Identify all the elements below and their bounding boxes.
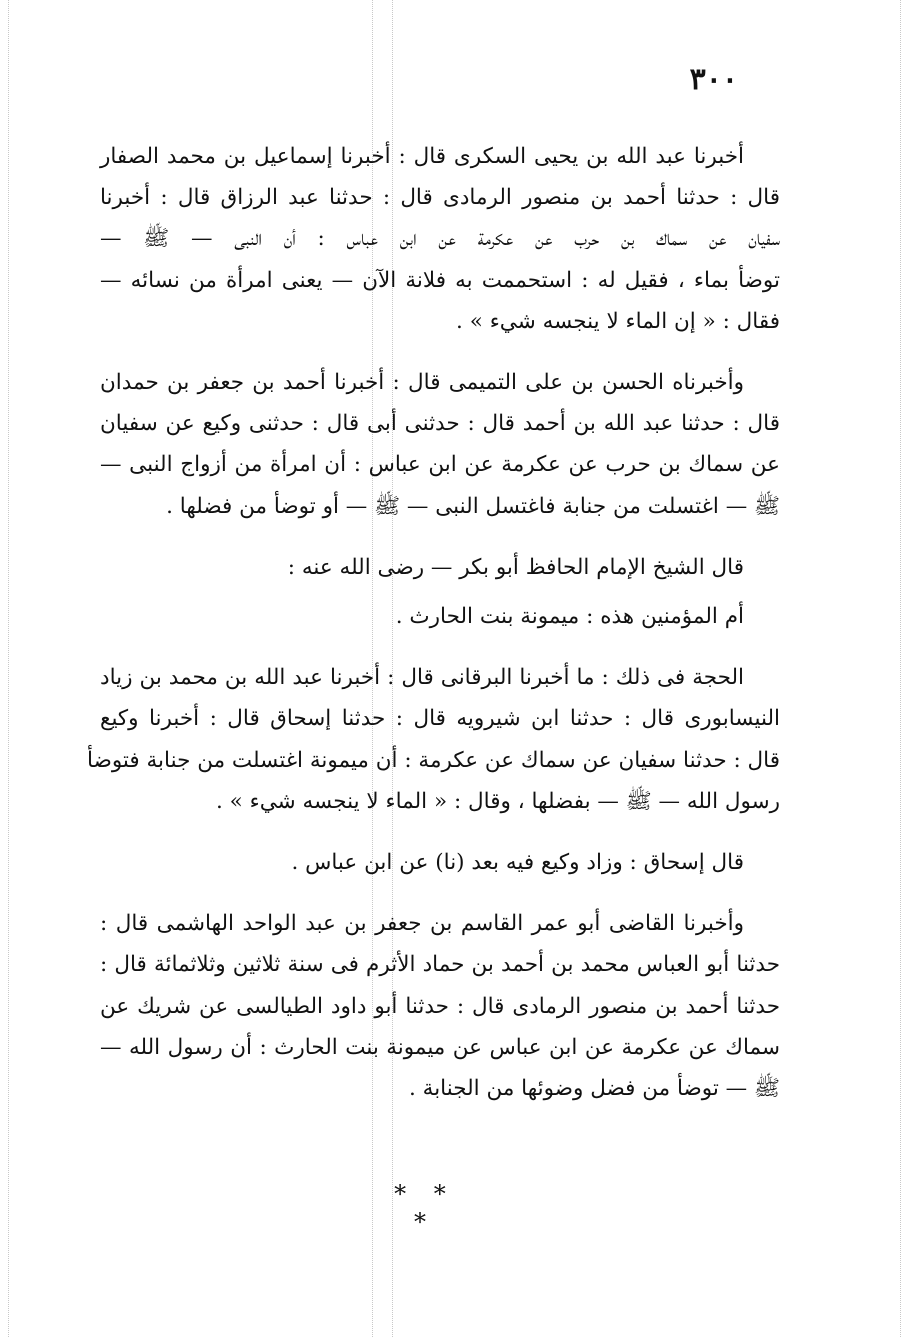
text-line: سماك عن عكرمة عن ابن عباس عن ميمونة بنت الحارث : أن رسول الله — xyxy=(100,1034,780,1060)
text-line: أم المؤمنين هذه : ميمونة بنت الحارث . xyxy=(395,604,744,630)
text-line: قال : حدثنا عبد الله بن أحمد قال : حدثنى أبى قال : حدثنى وكيع عن سفيان xyxy=(100,411,780,437)
section-separator: * * * xyxy=(394,1180,456,1236)
text-line: قال : حدثنا أحمد بن منصور الرمادى قال : حدثنا عبد الرزاق قال : أخبرنا xyxy=(100,185,780,211)
paragraph-3 xyxy=(100,547,780,588)
text-line: ﷺ — توضأ من فضل وضوئها من الجنابة . xyxy=(409,1076,780,1102)
text-line: عن سماك بن حرب عن عكرمة عن ابن عباس : أن امرأة من أزواج النبى — xyxy=(100,452,780,478)
paragraph-7 xyxy=(100,903,780,1109)
text-line: سفيان عن سماك بن حرب عن عكرمة عن ابن عباس : أن النبى — ﷺ — xyxy=(100,226,780,252)
text-line: النيسابورى قال : حدثنا ابن شيرويه قال : حدثنا إسحاق قال : أخبرنا وكيع xyxy=(100,706,780,732)
scan-guide-line xyxy=(8,0,9,1337)
paragraph-5 xyxy=(87,657,780,822)
scan-guide-line xyxy=(900,0,901,1337)
paragraph-2 xyxy=(100,362,780,527)
page-number: ٣٠٠ xyxy=(689,62,738,97)
text-line: حدثنا أبو العباس محمد بن أحمد بن حماد الأثرم فى سنة ثلاثين وثلاثمائة قال : xyxy=(100,952,780,978)
text-line: ﷺ — اغتسلت من جنابة فاغتسل النبى — ﷺ — أو توضأ من فضلها . xyxy=(166,493,780,519)
text-line: قال إسحاق : وزاد وكيع فيه بعد (نا) عن ابن عباس . xyxy=(291,850,744,876)
paragraph-1 xyxy=(100,136,780,342)
text-line: الحجة فى ذلك : ما أخبرنا البرقانى قال : أخبرنا عبد الله بن محمد بن زياد xyxy=(100,665,744,691)
text-line: فقال : « إن الماء لا ينجسه شيء » . xyxy=(456,308,780,334)
paragraph-4 xyxy=(100,596,780,637)
body-text xyxy=(87,136,780,1129)
text-line: توضأ بماء ، فقيل له : استحممت به فلانة الآن — يعنى امرأة من نسائه — xyxy=(100,267,780,293)
text-line: قال الشيخ الإمام الحافظ أبو بكر — رضى الله عنه : xyxy=(287,554,744,580)
paragraph-6 xyxy=(100,842,780,883)
text-line: حدثنا أحمد بن منصور الرمادى قال : حدثنا أبو داود الطيالسى عن شريك عن xyxy=(100,993,780,1019)
text-line: وأخبرناه الحسن بن على التميمى قال : أخبرنا أحمد بن جعفر بن حمدان xyxy=(100,370,744,396)
text-line: رسول الله — ﷺ — بفضلها ، وقال : « الماء لا ينجسه شيء » . xyxy=(216,788,780,814)
text-line: أخبرنا عبد الله بن يحيى السكرى قال : أخبرنا إسماعيل بن محمد الصفار xyxy=(100,144,744,169)
text-line: وأخبرنا القاضى أبو عمر القاسم بن جعفر بن عبد الواحد الهاشمى قال : xyxy=(100,911,744,937)
text-line: قال : حدثنا سفيان عن سماك عن عكرمة : أن ميمونة اغتسلت من جنابة فتوضأ xyxy=(87,747,780,773)
